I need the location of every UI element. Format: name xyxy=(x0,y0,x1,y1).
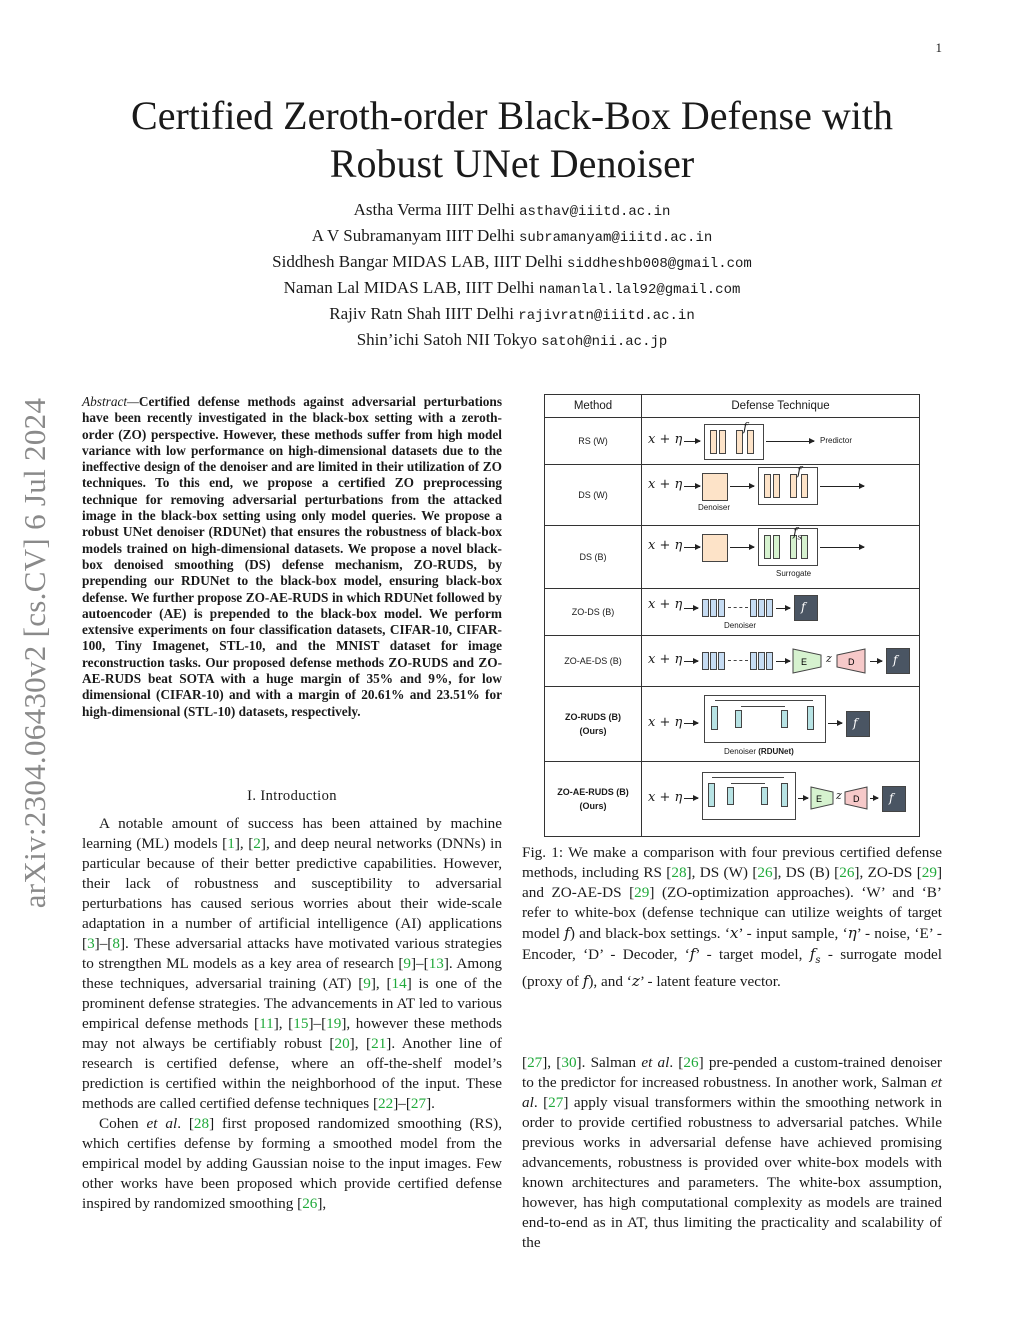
page-number: 1 xyxy=(935,40,942,55)
diagram-rs-w xyxy=(642,418,919,464)
citation-link[interactable]: 22 xyxy=(378,1095,394,1112)
citation-link[interactable]: 28 xyxy=(671,864,687,881)
author-email[interactable]: rajivratn@iiitd.ac.in xyxy=(518,308,695,324)
citation-link[interactable]: 30 xyxy=(561,1054,577,1071)
decoder-shape xyxy=(844,786,868,810)
citation-link[interactable]: 27 xyxy=(410,1095,427,1112)
author-line: Siddhesh Bangar MIDAS LAB, IIIT Delhi siddheshb008@gmail.com xyxy=(272,252,752,272)
predictor-box xyxy=(704,420,764,460)
author-email[interactable]: siddheshb008@gmail.com xyxy=(566,256,752,272)
figure-row-method: DS (W) xyxy=(545,465,642,526)
rdunet-box xyxy=(702,772,796,820)
denoiser-box xyxy=(702,473,728,501)
right-column-text xyxy=(522,1053,942,1253)
denoiser-label: Denoiser xyxy=(724,621,757,630)
figure-1 xyxy=(544,394,920,830)
author-email[interactable]: asthav@iiitd.ac.in xyxy=(519,204,671,220)
figure-caption: Fig. 1: We make a comparison with four previous certified defense methods, including RS [28], DS (W) [26], DS (B) [26], ZO-DS [29] and ZO-AE-DS [29] (ZO-optimization approaches). ‘W’ and ‘B’ refer to white-box (defense technique can utilize weights of target model f) and black-box settings. ‘x’ - input sample, ‘η’ - noise, ‘E’ - Encoder, ‘D’ - Decoder, ‘f’ - target model, $f_s$ - surrogate model (proxy of f), and ‘z’ - latent feature vector. xyxy=(522,844,943,991)
section-heading: I. Introduction xyxy=(247,788,337,804)
svg-text:D: D xyxy=(848,657,855,667)
arrow xyxy=(684,798,698,799)
rdunet-label: Denoiser (RDUNet) xyxy=(724,747,794,756)
citation-link[interactable]: 13 xyxy=(428,955,444,972)
arrow xyxy=(870,661,882,662)
citation-link[interactable]: 3 xyxy=(87,935,95,952)
arrow xyxy=(776,608,790,609)
decoder-shape xyxy=(836,648,866,674)
figure-row-method: ZO-DS (B) xyxy=(545,589,642,636)
arrow xyxy=(798,798,808,799)
arrow xyxy=(828,723,842,724)
svg-text:E: E xyxy=(801,657,808,667)
arrow xyxy=(684,723,698,724)
citation-link[interactable]: 20 xyxy=(334,1035,350,1052)
arrow xyxy=(684,486,700,487)
black-box-model: f xyxy=(846,711,870,737)
black-box-model: f xyxy=(886,648,910,674)
citation-link[interactable]: 2 xyxy=(253,835,261,852)
figure-row-method: ZO-AE-RUDS (B) (Ours) xyxy=(545,762,642,837)
author-email[interactable]: satoh@nii.ac.jp xyxy=(541,334,668,350)
diagram-zo-ae-ruds-b xyxy=(642,762,919,836)
input-label: x + η xyxy=(648,432,683,447)
surrogate-label: Surrogate xyxy=(776,569,812,578)
arrow xyxy=(684,661,698,662)
abstract-label: Abstract— xyxy=(82,394,139,409)
author-line: Naman Lal MIDAS LAB, IIIT Delhi namanlal.lal92@gmail.com xyxy=(283,278,741,298)
encoder-shape xyxy=(792,648,822,674)
citation-link[interactable]: 9 xyxy=(363,975,371,992)
latent-z-label: z xyxy=(826,652,832,665)
figure-row-method: ZO-AE-DS (B) xyxy=(545,636,642,687)
denoiser-label: Denoiser xyxy=(698,503,731,512)
input-label: x + η xyxy=(648,790,683,805)
continued-paragraph: [27], [30]. Salman et al. [26] pre-pended a custom-trained denoiser to the predictor for increased robustness. In another work, Salman et al. [27] apply visual transformers within the smoothing network in order to provide certified robustness to adversarial patches. While previous works in adversarial defense have achieved promising advancements, robustness is provided over white-box models with known architectures and parameters. The white-box assumption, however, has high computational complexity as models are trained end-to-end as in AT, thus limiting the practicality and scalability of the xyxy=(522,1054,942,1251)
input-label: x + η xyxy=(648,652,683,667)
figure-row-method: ZO-RUDS (B) (Ours) xyxy=(545,687,642,762)
arrow xyxy=(766,441,814,442)
figure-header-technique: Defense Technique xyxy=(642,395,920,418)
svg-text:D: D xyxy=(853,794,860,804)
diagram-zo-ruds-b xyxy=(642,687,919,761)
diagram-ds-b xyxy=(642,526,919,588)
citation-link[interactable]: 27 xyxy=(527,1054,543,1071)
figure-row-method: RS (W) xyxy=(545,418,642,465)
diagram-zo-ds-b xyxy=(642,589,919,635)
input-label: x + η xyxy=(648,715,683,730)
model-f-label: f xyxy=(797,464,802,478)
citation-link[interactable]: 27 xyxy=(548,1094,564,1111)
denoiser-box xyxy=(702,534,728,562)
model-f-label: f xyxy=(743,420,748,434)
citation-link[interactable]: 9 xyxy=(403,955,411,972)
latent-z-label: z xyxy=(836,789,842,802)
arrow xyxy=(820,547,864,548)
predictor-label: Predictor xyxy=(820,436,853,445)
arrow xyxy=(684,608,698,609)
arrow xyxy=(776,661,790,662)
abstract xyxy=(82,394,502,720)
intro-paragraph-1: A notable amount of success has been attained by machine learning (ML) models [1], [2], and deep neural networks (DNNs) in particular because of their better predictive capabilities. However, their lack of robustness and susceptibility to adversarial perturbations has caused serious worries about their wide-scale adaptation in a number of artificial intelligence (AI) applications [3]–[8]. These adversarial attacks have motivated various strategies to strengthen ML models as a key area of research [9]–[13]. Among these techniques, adversarial training (AT) [9], [14] is one of the prominent defense strategies. The advancements in AT led to various empirical defense methods [11], [15]–[19], however these methods may not always be certifiably robust [20], [21]. Another line of research is certified defense, where an off-the-shelf model’s prediction is certified within the neighborhood of the input. These methods are called certified defense techniques [22]–[27]. xyxy=(82,815,502,1112)
citation-link[interactable]: 21 xyxy=(371,1035,387,1052)
citation-link[interactable]: 11 xyxy=(259,1015,274,1032)
arrow xyxy=(730,547,754,548)
diagram-ds-w xyxy=(642,465,919,525)
arrow xyxy=(870,798,878,799)
figure-header-method: Method xyxy=(545,395,642,418)
arxiv-watermark: arXiv:2304.06430v2 [cs.CV] 6 Jul 2024 xyxy=(17,397,52,909)
figure-row-method: DS (B) xyxy=(545,526,642,589)
citation-link[interactable]: 14 xyxy=(391,975,407,992)
black-box-model: f xyxy=(794,595,818,621)
citation-link[interactable]: 26 xyxy=(683,1054,699,1071)
predictor-box xyxy=(758,464,818,505)
arrow xyxy=(730,486,754,487)
arrow xyxy=(820,486,864,487)
paper-title: Certified Zeroth-order Black-Box Defense with Robust UNet Denoiser xyxy=(131,93,893,186)
intro-text xyxy=(82,814,502,1214)
citation-link[interactable]: 8 xyxy=(112,935,120,952)
citation-link[interactable]: 26 xyxy=(839,864,855,881)
arrow xyxy=(684,547,700,548)
input-label: x + η xyxy=(648,538,683,553)
author-email[interactable]: subramanyam@iiitd.ac.in xyxy=(519,230,713,246)
input-label: x + η xyxy=(648,477,683,492)
author-list xyxy=(82,198,942,354)
diagram-zo-ae-ds-b xyxy=(642,636,919,686)
citation-link[interactable]: 28 xyxy=(193,1115,210,1132)
author-email[interactable]: namanlal.lal92@gmail.com xyxy=(538,282,741,298)
surrogate-box xyxy=(758,525,818,566)
input-label: x + η xyxy=(648,597,683,612)
author-line: A V Subramanyam IIIT Delhi subramanyam@iiitd.ac.in xyxy=(311,226,713,246)
citation-link[interactable]: 26 xyxy=(302,1195,318,1212)
author-line: Rajiv Ratn Shah IIIT Delhi rajivratn@iiitd.ac.in xyxy=(329,304,695,324)
intro-paragraph-2: Cohen et al. [28] first proposed randomized smoothing (RS), which certifies defense by forming a smoothed model from the empirical model by adding Gaussian noise to the input images. Few other works have been proposed which provide certified defense inspired by randomized smoothing [26], xyxy=(82,1115,502,1212)
rdunet-box xyxy=(704,695,826,743)
author-line: Astha Verma IIIT Delhi asthav@iiitd.ac.in xyxy=(353,200,671,220)
svg-text:E: E xyxy=(816,794,823,804)
citation-link[interactable]: 1 xyxy=(227,835,235,852)
citation-link[interactable]: 29 xyxy=(921,864,937,881)
black-box-model: f xyxy=(882,786,906,812)
author-line: Shin’ichi Satoh NII Tokyo satoh@nii.ac.jp xyxy=(356,330,668,350)
citation-link[interactable]: 29 xyxy=(634,884,650,901)
abstract-text: Certified defense methods against adversarial perturbations have been recently investigated in the black-box setting with a zeroth-order (ZO) perspective. However, these methods suffer from high model variance with low performance on high-dimensional datasets due to the ineffective design of the denoiser and are limited in their utilization of ZO techniques. To this end, we propose a certified ZO preprocessing technique for removing adversarial perturbations from the attacked image in the black-box setting using only model queries. We propose a robust UNet denoiser (RDUNet) that ensures the robustness of black-box models trained on high-dimensional datasets. We propose a novel black-box denoised smoothing (DS) defense mechanism, ZO-RUDS, by prepending our RDUNet to the black-box model, ensuring black-box defense. We further propose ZO-AE-RUDS in which RDUNet followed by autoencoder (AE) is prepended to the black-box model. We perform extensive experiments on four classification datasets, CIFAR-10, CIFAR-100, Tiny Imagenet, STL-10, and the MNIST dataset for image reconstruction tasks. Our proposed defense methods ZO-RUDS and ZO-AE-RUDS beat SOTA with a huge margin of 35% and 9%, for low dimensional (CIFAR-10) and with a margin of 20.61% and 23.51% for high-dimensional (STL-10) datasets, respectively. xyxy=(82,394,502,719)
model-fs-label: $f_s$ xyxy=(793,525,802,542)
encoder-shape xyxy=(810,786,834,810)
citation-link[interactable]: 19 xyxy=(326,1015,342,1032)
citation-link[interactable]: 26 xyxy=(757,864,773,881)
arrow xyxy=(684,441,700,442)
citation-link[interactable]: 15 xyxy=(293,1015,309,1032)
